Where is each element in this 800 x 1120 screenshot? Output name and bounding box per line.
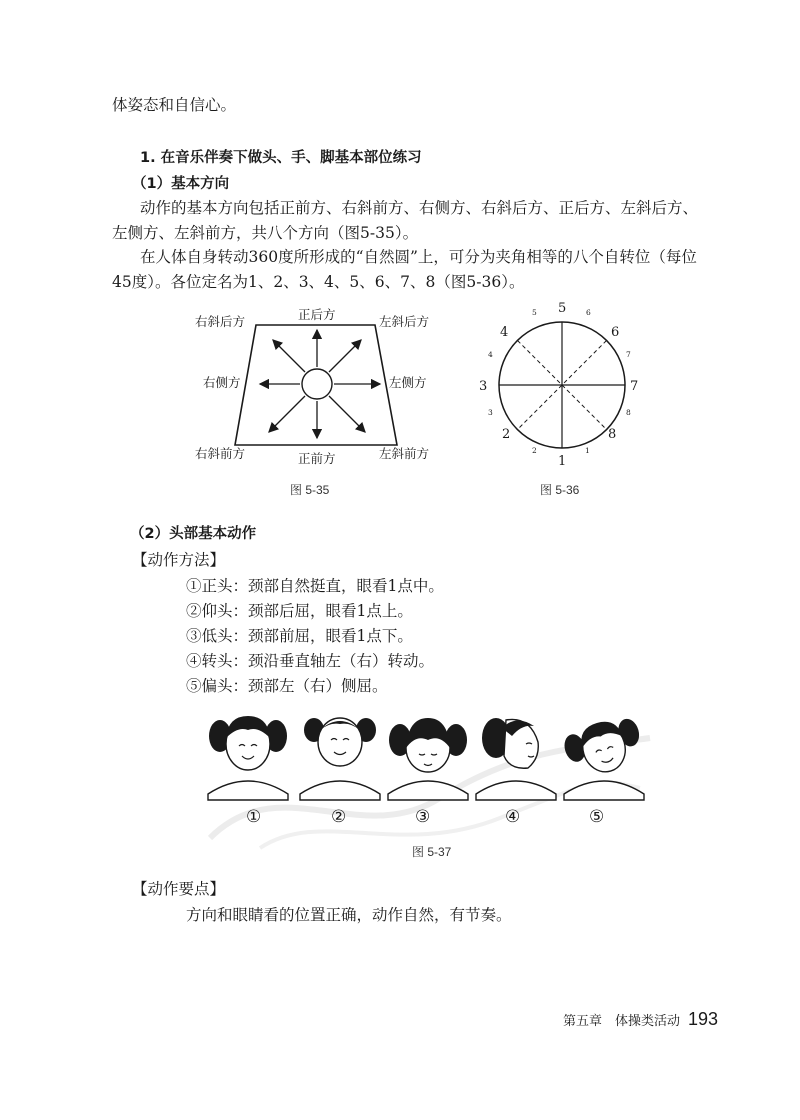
girl-number-1: ①	[246, 807, 262, 827]
subsection-1-title: （1）基本方向	[132, 176, 230, 192]
minor-8: 8	[626, 408, 631, 417]
center-circle	[302, 369, 332, 399]
position-6: 6	[611, 325, 620, 340]
girl-number-4: ④	[505, 807, 521, 827]
position-4: 4	[500, 325, 509, 340]
method-list	[186, 574, 444, 699]
label-side-left: 左侧方	[389, 375, 427, 390]
arrow-back-right	[273, 340, 305, 372]
trapezoid-outline	[235, 325, 397, 445]
paragraph-1-line-1: 动作的基本方向包括正前方、右斜前方、右侧方、右斜后方、正后方、左斜后方、	[140, 199, 699, 217]
minor-1: 1	[585, 446, 590, 455]
paragraph-2-line-1: 在人体自身转动360度所形成的“自然圆”上，可分为夹角相等的八个自转位（每位	[140, 248, 697, 266]
method-item-3: ③低头：颈部前屈，眼看1点下。	[186, 627, 413, 645]
minor-2: 2	[532, 446, 537, 455]
method-item-4: ④转头：颈沿垂直轴左（右）转动。	[186, 652, 435, 670]
figure-5-37-caption: 图 5-37	[412, 845, 452, 859]
girl-number-2: ②	[331, 807, 347, 827]
label-back-left: 左斜后方	[379, 314, 430, 329]
arrow-back-left	[329, 340, 361, 372]
girl-1-upright	[208, 716, 288, 800]
page-number: 193	[687, 1009, 718, 1029]
minor-6: 6	[586, 308, 591, 317]
label-side-right: 右侧方	[203, 375, 241, 390]
position-3: 3	[479, 379, 488, 394]
figure-5-36	[470, 295, 650, 473]
arrow-front-right	[269, 396, 305, 432]
girl-number-5: ⑤	[589, 807, 605, 827]
method-label: 【动作方法】	[132, 551, 226, 569]
position-2: 2	[502, 427, 511, 442]
method-item-1: ①正头：颈部自然挺直，眼看1点中。	[186, 577, 444, 595]
figure-5-36-caption: 图 5-36	[540, 483, 580, 497]
key-points-text: 方向和眼睛看的位置正确，动作自然，有节奏。	[186, 906, 512, 924]
minor-4: 4	[488, 350, 493, 359]
label-front: 正前方	[298, 451, 336, 466]
girl-number-3: ③	[415, 807, 431, 827]
position-8: 8	[608, 427, 617, 442]
page-footer	[563, 1009, 718, 1030]
figure-5-35-caption: 图 5-35	[290, 483, 330, 497]
subsection-2-title: （2）头部基本动作	[130, 526, 257, 542]
minor-3: 3	[488, 408, 493, 417]
position-5: 5	[558, 301, 567, 316]
figure-5-35	[185, 300, 450, 470]
label-back-right: 右斜后方	[195, 314, 246, 329]
key-points-label: 【动作要点】	[132, 880, 226, 898]
method-item-2: ②仰头：颈部后屈，眼看1点上。	[186, 602, 413, 620]
minor-7: 7	[626, 350, 631, 359]
position-7: 7	[630, 379, 639, 394]
position-1: 1	[558, 454, 567, 469]
minor-5: 5	[532, 308, 537, 317]
label-front-left: 左斜前方	[379, 446, 430, 461]
girl-2-head-up	[300, 718, 380, 800]
girl-3-head-down	[388, 718, 468, 800]
paragraph-2-line-2: 45度）。各位定名为1、2、3、4、5、6、7、8（图5-36）。	[112, 273, 525, 291]
figure-5-37	[200, 708, 660, 858]
arrow-front-left	[329, 396, 365, 432]
method-item-5: ⑤偏头：颈部左（右）侧屈。	[186, 677, 388, 695]
section-1-title: 1. 在音乐伴奏下做头、手、脚基本部位练习	[140, 150, 422, 166]
label-back: 正后方	[298, 307, 336, 322]
footer-chapter: 第五章 体操类活动	[562, 1014, 680, 1029]
label-front-right: 右斜前方	[195, 446, 246, 461]
paragraph-1-line-2: 左侧方、左斜前方，共八个方向（图5-35）。	[112, 224, 419, 242]
girl-4-head-turn	[476, 718, 556, 800]
intro-line: 体姿态和自信心。	[112, 96, 237, 114]
